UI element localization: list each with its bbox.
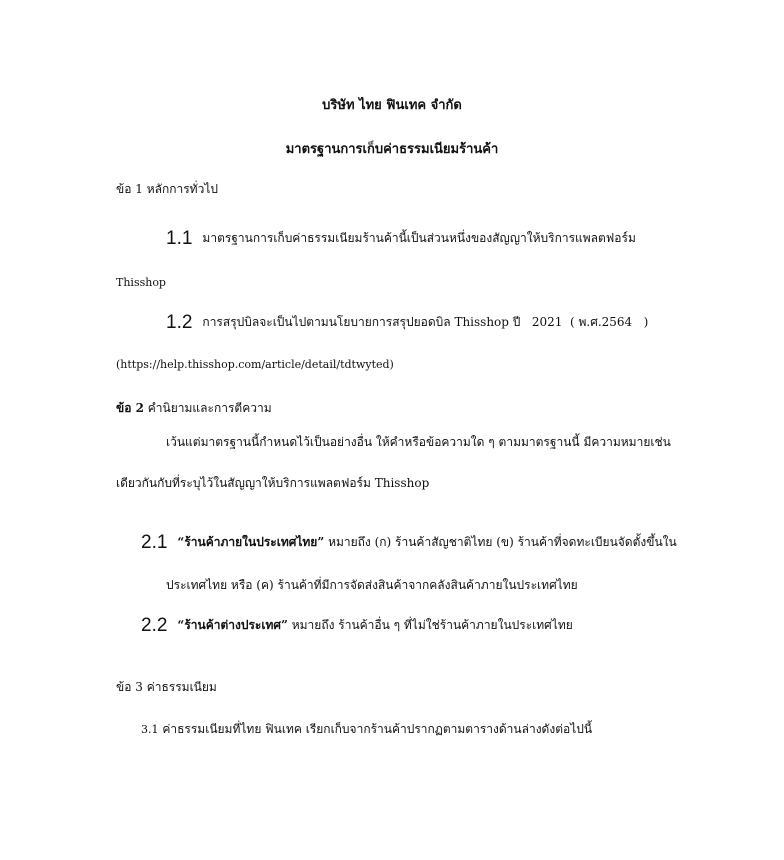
clause-2-2-number: 2.2 [141, 615, 168, 636]
section-1-title: หลักการทั่วไป [146, 182, 218, 196]
section-1-prefix: ข้อ 1 [116, 182, 143, 196]
clause-2-1-text: หมายถึง (ก) ร้านค้าสัญชาติไทย (ข) ร้านค้าที่จดทะเบียนจัดตั้งขึ้นใน [328, 535, 677, 549]
section-1-heading [116, 181, 218, 197]
clause-3-1-text: ค่าธรรมเนียมที่ไทย ฟินเทค เรียกเก็บจากร้านค้าปรากฏตามตารางด้านล่างดังต่อไปนี้ [162, 722, 593, 736]
section-2-title: คำนิยามและการตีความ [147, 401, 272, 415]
clause-2-2-text: หมายถึง ร้านค้าอื่น ๆ ที่ไม่ใช่ร้านค้าภายในประเทศไทย [291, 618, 573, 632]
clause-1-2-url: (https://help.thisshop.com/article/detail/tdtwyted) [116, 358, 394, 371]
clause-1-2-number: 1.2 [166, 312, 193, 333]
clause-2-2 [141, 617, 573, 634]
clause-1-1-number: 1.1 [166, 228, 193, 249]
clause-2-1-continuation: ประเทศไทย หรือ (ค) ร้านค้าที่มีการจัดส่งสินค้าจากคลังสินค้าภายในประเทศไทย [166, 578, 578, 592]
section-3-heading [116, 679, 217, 695]
clause-3-1 [141, 721, 592, 738]
section-3-prefix: ข้อ 3 [116, 680, 143, 694]
document-title: มาตรฐานการเก็บค่าธรรมเนียมร้านค้า [285, 142, 499, 157]
clause-2-2-term: “ร้านค้าต่างประเทศ” [177, 618, 288, 632]
clause-1-1-continuation: Thisshop [116, 276, 166, 289]
clause-1-2-text: การสรุปบิลจะเป็นไปตามนโยบายการสรุปยอดบิล Thisshop ปี 2021 ( พ.ศ.2564 ) [202, 315, 649, 329]
clause-2-1 [141, 534, 677, 551]
clause-2-1-number: 2.1 [141, 532, 168, 553]
clause-2-1-term: “ร้านค้าภายในประเทศไทย” [177, 535, 325, 549]
section-2-heading [116, 400, 272, 416]
section-2-prefix: ข้อ 2 [116, 401, 144, 415]
clause-1-1-text: มาตรฐานการเก็บค่าธรรมเนียมร้านค้านี้เป็นส่วนหนึ่งของสัญญาให้บริการแพลตฟอร์ม [202, 231, 636, 245]
section-2-paragraph-continuation: เดียวกันกับที่ระบุไว้ในสัญญาให้บริการแพลตฟอร์ม Thisshop [116, 476, 430, 490]
section-2-paragraph: เว้นแต่มาตรฐานนี้กำหนดไว้เป็นอย่างอื่น ให้คำหรือข้อความใด ๆ ตามมาตรฐานนี้ มีความหมายเช่น [166, 435, 671, 449]
clause-1-1 [166, 230, 636, 247]
company-name: บริษัท ไทย ฟินเทค จำกัด [322, 98, 462, 113]
clause-1-2 [166, 314, 648, 331]
section-3-title: ค่าธรรมเนียม [146, 680, 217, 694]
clause-3-1-number: 3.1 [141, 723, 159, 736]
